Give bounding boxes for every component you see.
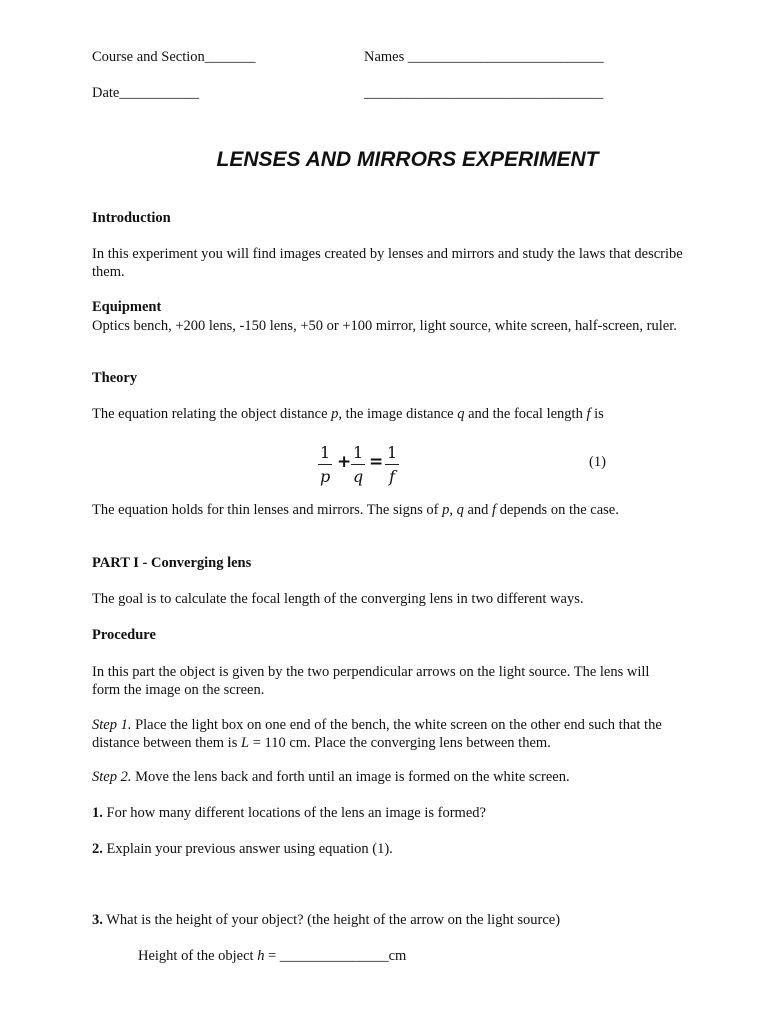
question-3 bbox=[92, 912, 560, 929]
document-title: LENSES AND MIRRORS EXPERIMENT bbox=[216, 148, 599, 171]
denominator: f bbox=[389, 467, 396, 486]
var-q: q bbox=[456, 502, 464, 518]
question-number: 1. bbox=[92, 805, 103, 821]
question-number: 2. bbox=[92, 841, 103, 857]
denominator: p bbox=[320, 467, 331, 486]
equation-number: (1) bbox=[589, 454, 606, 470]
question-text: For how many different locations of the lens an image is formed? bbox=[102, 805, 486, 821]
fraction-1-over-q bbox=[351, 443, 365, 486]
step2-label: Step 2. bbox=[92, 769, 132, 785]
names-field: Names ___________________________ bbox=[364, 49, 604, 65]
theory-heading: Theory bbox=[92, 370, 138, 386]
fraction-1-over-p bbox=[318, 443, 332, 486]
introduction-text: In this experiment you will find images created by lenses and mirrors and study the laws that describe them. bbox=[92, 246, 683, 280]
step1-text-part: = 110 cm. Place the converging lens between them. bbox=[249, 735, 551, 751]
names-line-2: _________________________________ bbox=[364, 85, 604, 101]
var-L: L bbox=[240, 735, 250, 751]
step1-text bbox=[92, 716, 670, 752]
var-f: f bbox=[586, 406, 591, 422]
denominator: q bbox=[353, 467, 364, 486]
var-h: h bbox=[257, 948, 265, 964]
question-text: What is the height of your object? (the height of the arrow on the light source) bbox=[102, 912, 561, 928]
question-text: Explain your previous answer using equation (1). bbox=[102, 841, 393, 857]
procedure-heading: Procedure bbox=[92, 627, 156, 643]
note-text-part: and bbox=[463, 502, 493, 518]
part1-goal: The goal is to calculate the focal length of the converging lens in two different ways. bbox=[92, 591, 584, 607]
question-2 bbox=[92, 841, 393, 858]
equipment-text: Optics bench, +200 lens, -150 lens, +50 or +100 mirror, light source, white screen, half-screen, ruler. bbox=[92, 318, 677, 334]
equipment-heading: Equipment bbox=[92, 299, 162, 315]
var-p: p bbox=[442, 502, 450, 518]
theory-text bbox=[92, 406, 604, 423]
plus-sign: + bbox=[337, 452, 352, 472]
theory-text-part: The equation relating the object distance bbox=[92, 406, 332, 422]
question-1 bbox=[92, 805, 486, 822]
height-text-part: Height of the object bbox=[138, 948, 258, 964]
equals-sign: = bbox=[369, 452, 384, 472]
fraction-bar bbox=[385, 464, 399, 465]
theory-text-part: and the focal length bbox=[464, 406, 587, 422]
numerator: 1 bbox=[387, 443, 398, 462]
note-text-part: The equation holds for thin lenses and mirrors. The signs of bbox=[92, 502, 443, 518]
numerator: 1 bbox=[320, 443, 331, 462]
var-f: f bbox=[492, 502, 497, 518]
step2-text-part: Move the lens back and forth until an image is formed on the white screen. bbox=[131, 769, 570, 785]
height-text-part: = _______________cm bbox=[264, 948, 407, 964]
height-of-object-field bbox=[138, 948, 406, 965]
procedure-text: In this part the object is given by the two perpendicular arrows on the light source. The lens will form the image on the screen. bbox=[92, 664, 650, 698]
fraction-bar bbox=[318, 464, 332, 465]
date-field: Date___________ bbox=[92, 85, 200, 101]
question-number: 3. bbox=[92, 912, 103, 928]
numerator: 1 bbox=[353, 443, 364, 462]
part1-heading: PART I - Converging lens bbox=[92, 555, 252, 571]
var-q: q bbox=[457, 406, 465, 422]
equation-note bbox=[92, 502, 619, 519]
course-section-field: Course and Section_______ bbox=[92, 49, 256, 65]
note-text-part: depends on the case. bbox=[496, 502, 619, 518]
fraction-bar bbox=[351, 464, 365, 465]
step2-text bbox=[92, 769, 570, 786]
step1-label: Step 1. bbox=[92, 717, 132, 733]
note-text-part: , bbox=[449, 502, 457, 518]
theory-text-part: is bbox=[590, 406, 604, 422]
step1-text-part: Place the light box on one end of the bench, the white screen on the other end such that the distance between them is bbox=[92, 717, 662, 751]
fraction-1-over-f bbox=[385, 443, 399, 486]
theory-text-part: , the image distance bbox=[338, 406, 458, 422]
var-p: p bbox=[331, 406, 339, 422]
introduction-heading: Introduction bbox=[92, 210, 171, 226]
